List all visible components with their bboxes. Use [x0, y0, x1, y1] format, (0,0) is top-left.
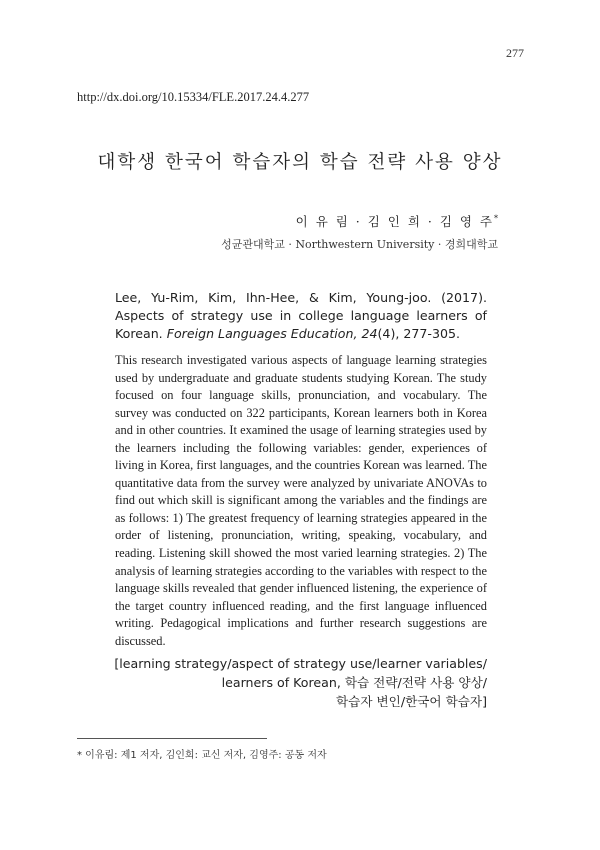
abstract: This research investigated various aspects of language learning strategies used by undergraduate and graduate students studying Korean. The study focused on four language skills, pronunciation, and vocabulary. The survey was conducted on 322 participants, Korean learners both in Korea and in other countries. It examined the usage of learning strategies used by the learners including the following variables: gender, experiences of living in Korea, first languages, and the countries Korean was learned. The quantitative data from the survey were analyzed by univariate ANOVAs to find out which skill is significant among the variables and the findings are as follows: 1) The greatest frequency of learning strategies appeared in the order of listening, pronunciation, writing, speaking, vocabulary, and reading. Listening skill showed the most varied learning strategies. 2) The analysis of learning strategies according to the variables with respect to the language skills revealed that gender influenced listening, the experience of the target country influenced reading, and the first language influenced writing. Pedagogical implications and further research suggestions are discussed.: [115, 353, 487, 648]
author-line: [296, 212, 498, 230]
footnote: * 이유림: 제1 저자, 김인희: 교신 저자, 김영주: 공동 저자: [77, 750, 327, 761]
page-number: 277: [506, 46, 524, 60]
keywords-block: [107, 654, 487, 711]
citation-text: Lee, Yu-Rim, Kim, Ihn-Hee, & Kim, Young-joo. (2017). Aspects of strategy use in college language learners of Korean.: [115, 290, 487, 341]
affiliation-line: 성균관대학교 · Northwestern University · 경희대학교: [221, 238, 498, 251]
keywords-line: [learning strategy/aspect of strategy use/learner variables/: [114, 656, 487, 671]
footnote-divider: [77, 738, 267, 739]
author-names: 이 유 림 · 김 인 희 · 김 영 주: [295, 214, 494, 229]
author-footnote-mark: *: [494, 213, 498, 223]
citation-journal: Foreign Languages Education, 24: [166, 326, 378, 341]
doi-link[interactable]: http://dx.doi.org/10.15334/FLE.2017.24.4.277: [77, 90, 310, 104]
paper-title: 대학생 한국어 학습자의 학습 전략 사용 양상: [97, 152, 503, 173]
keywords-line: learners of Korean, 학습 전략/전략 사용 양상/: [221, 675, 487, 690]
keywords-line: 학습자 변인/한국어 학습자]: [336, 694, 487, 709]
citation-tail: (4), 277-305.: [377, 326, 460, 341]
citation: [115, 289, 487, 343]
